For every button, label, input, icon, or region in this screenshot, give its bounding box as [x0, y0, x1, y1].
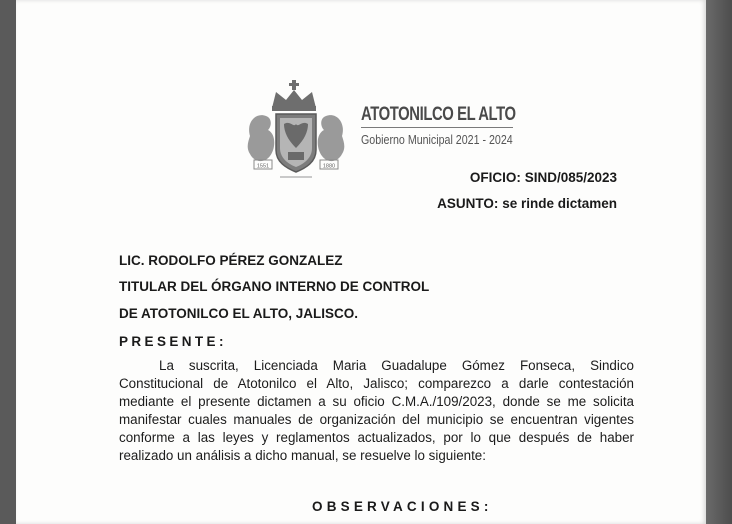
seal-year-right: 1880 [322, 163, 336, 170]
asunto-label: ASUNTO: [437, 196, 499, 211]
addressee-name: LIC. RODOLFO PÉREZ GONZALEZ [119, 253, 343, 268]
asunto-value: se rinde dictamen [502, 196, 617, 211]
municipal-seal-icon [242, 78, 350, 182]
addressee-location: DE ATOTONILCO EL ALTO, JALISCO. [119, 306, 359, 321]
oficio-label: OFICIO: [469, 170, 521, 185]
document-page [16, 0, 706, 524]
viewer-background-edge [706, 0, 732, 524]
body-paragraph [119, 357, 634, 465]
section-title: OBSERVACIONES: [312, 499, 493, 514]
body-paragraph-text: La suscrita, Licenciada Maria Guadalupe Gómez Fonseca, Sindico Constitucional de Atotonilco el Alto, Jalisco; comparezco a darle contestación mediante el presente dictamen a su oficio C.M.A./109/2023, donde se me solicita manifestar cuales manuales de organización del municipio se encuentran vigentes conforme a las leyes y reglamentos actualizados, por lo que después de haber realizado un análisis a dicho manual, se resuelve lo siguiente: [119, 358, 634, 463]
greeting: PRESENTE: [119, 334, 227, 349]
seal-year-left: 1551 [256, 163, 270, 170]
administration-period: Gobierno Municipal 2021 - 2024 [361, 132, 513, 147]
municipality-name: ATOTONILCO EL ALTO [361, 104, 516, 125]
oficio-value: SIND/085/2023 [524, 170, 617, 185]
letterhead-divider [361, 127, 513, 128]
asunto-reference [437, 196, 617, 211]
oficio-reference [470, 170, 617, 185]
addressee-title: TITULAR DEL ÓRGANO INTERNO DE CONTROL [119, 279, 430, 294]
